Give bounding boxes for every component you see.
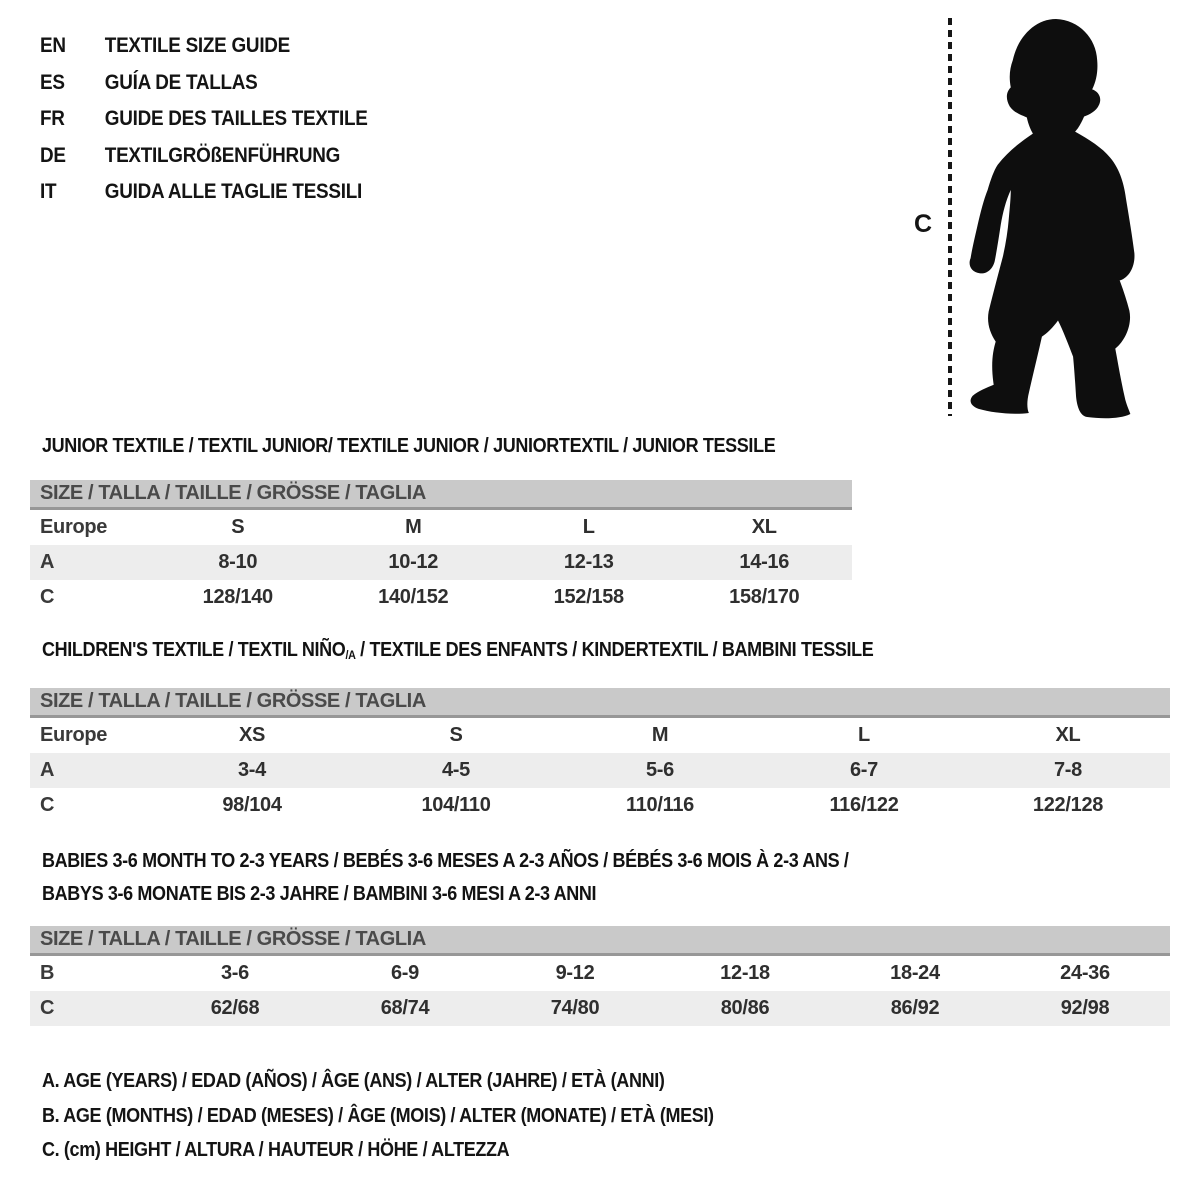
babies-section-title bbox=[42, 845, 849, 911]
size-value-cell: M bbox=[651, 724, 669, 746]
size-value-cell: 104/110 bbox=[421, 794, 491, 816]
table-row bbox=[30, 753, 1170, 788]
legend-line-a: A. AGE (YEARS) / EDAD (AÑOS) / ÂGE (ANS) / ALTER (JAHRE) / ETÀ (ANNI) bbox=[42, 1070, 665, 1092]
size-value-cell: 14-16 bbox=[739, 551, 790, 573]
size-value-cell: 5-6 bbox=[645, 759, 674, 781]
size-value-cell: XS bbox=[238, 724, 266, 746]
table-row bbox=[30, 718, 1170, 753]
table-row bbox=[30, 956, 1170, 991]
guide-title-it: GUIDA ALLE TAGLIE TESSILI bbox=[104, 180, 362, 203]
size-value-cell: 110/116 bbox=[626, 794, 694, 816]
language-code: ES bbox=[40, 70, 65, 94]
size-value-cell: 4-5 bbox=[441, 759, 470, 781]
size-value-cell: L bbox=[582, 516, 595, 538]
language-row bbox=[40, 174, 368, 211]
size-value-cell: 9-12 bbox=[555, 962, 595, 984]
guide-title-de: TEXTILGRÖßENFÜHRUNG bbox=[104, 143, 341, 167]
babies-title-line1: BABIES 3-6 MONTH TO 2-3 YEARS / BEBÉS 3-6 MESES A 2-3 AÑOS / BÉBÉS 3-6 MOIS À 2-3 ANS / bbox=[42, 850, 849, 872]
table-row bbox=[30, 788, 1170, 823]
size-value-cell: 80/86 bbox=[720, 997, 770, 1019]
size-value-cell: S bbox=[449, 724, 463, 746]
size-value-cell: 68/74 bbox=[380, 997, 430, 1019]
size-value-cell: 62/68 bbox=[210, 997, 260, 1019]
legend-line-c: C. (cm) HEIGHT / ALTURA / HAUTEUR / HÖHE / ALTEZZA bbox=[42, 1139, 510, 1161]
table-row bbox=[30, 991, 1170, 1026]
size-value-cell: L bbox=[858, 724, 870, 746]
row-label: C bbox=[40, 794, 55, 816]
size-value-cell: 24-36 bbox=[1060, 962, 1110, 984]
row-label: A bbox=[40, 759, 55, 781]
table-row bbox=[30, 580, 852, 615]
height-measure-line bbox=[948, 18, 952, 416]
toddler-silhouette-icon bbox=[962, 13, 1154, 425]
size-value-cell: M bbox=[405, 516, 422, 538]
row-label: Europe bbox=[40, 724, 108, 746]
size-value-cell: 86/92 bbox=[890, 997, 940, 1019]
size-header-band: SIZE / TALLA / TAILLE / GRÖSSE / TAGLIA bbox=[30, 480, 852, 510]
row-label: C bbox=[40, 997, 55, 1019]
size-value-cell: 6-9 bbox=[390, 962, 419, 984]
row-label: A bbox=[40, 551, 55, 573]
measurement-legend bbox=[42, 1064, 714, 1168]
children-title-suffix: / TEXTILE DES ENFANTS / KINDERTEXTIL / BAMBINI TESSILE bbox=[355, 639, 874, 661]
babies-title-line2: BABYS 3-6 MONATE BIS 2-3 JAHRE / BAMBINI 3-6 MESI A 2-3 ANNI bbox=[42, 883, 597, 905]
size-value-cell: XL bbox=[751, 516, 777, 538]
language-row bbox=[40, 138, 368, 175]
size-value-cell: 12-18 bbox=[720, 962, 770, 984]
guide-title-fr: GUIDE DES TAILLES TEXTILE bbox=[104, 107, 368, 130]
row-label: Europe bbox=[40, 516, 108, 538]
size-value-cell: 116/122 bbox=[829, 794, 899, 816]
size-value-cell: 8-10 bbox=[218, 551, 258, 573]
children-title-subscript: /A bbox=[345, 648, 356, 662]
size-value-cell: 6-7 bbox=[849, 759, 878, 781]
babies-size-table bbox=[30, 926, 1170, 1026]
row-label: C bbox=[40, 586, 55, 608]
size-value-cell: 128/140 bbox=[202, 586, 273, 608]
table-row bbox=[30, 545, 852, 580]
size-value-cell: 74/80 bbox=[550, 997, 600, 1019]
table-row bbox=[30, 510, 852, 545]
size-value-cell: 122/128 bbox=[1032, 794, 1104, 816]
junior-size-table bbox=[30, 480, 852, 615]
size-value-cell: S bbox=[231, 516, 245, 538]
size-value-cell: 18-24 bbox=[890, 962, 940, 984]
guide-title-en: TEXTILE SIZE GUIDE bbox=[104, 34, 291, 57]
legend-line-b: B. AGE (MONTHS) / EDAD (MESES) / ÂGE (MOIS) / ALTER (MONATE) / ETÀ (MESI) bbox=[42, 1104, 714, 1127]
height-measure-label: C bbox=[914, 210, 933, 238]
language-code: FR bbox=[40, 107, 65, 130]
row-label: B bbox=[40, 962, 55, 984]
size-value-cell: 12-13 bbox=[563, 551, 614, 573]
guide-title-es: GUÍA DE TALLAS bbox=[104, 70, 258, 94]
size-value-cell: XL bbox=[1055, 724, 1081, 746]
size-value-cell: 3-4 bbox=[237, 759, 266, 781]
children-size-table bbox=[30, 688, 1170, 823]
size-value-cell: 140/152 bbox=[378, 586, 449, 608]
size-value-cell: 152/158 bbox=[553, 586, 624, 608]
language-code: IT bbox=[40, 180, 57, 203]
children-section-title bbox=[42, 639, 873, 662]
size-value-cell: 7-8 bbox=[1053, 759, 1082, 781]
junior-section-title: JUNIOR TEXTILE / TEXTIL JUNIOR/ TEXTILE JUNIOR / JUNIORTEXTIL / JUNIOR TESSILE bbox=[42, 435, 776, 457]
size-value-cell: 92/98 bbox=[1060, 997, 1110, 1019]
children-title-prefix: CHILDREN'S TEXTILE / TEXTIL NIÑO bbox=[42, 639, 346, 661]
size-header-band: SIZE / TALLA / TAILLE / GRÖSSE / TAGLIA bbox=[30, 688, 1170, 718]
language-row bbox=[40, 28, 368, 65]
language-title-list bbox=[40, 28, 368, 211]
language-row bbox=[40, 101, 368, 138]
size-header-band: SIZE / TALLA / TAILLE / GRÖSSE / TAGLIA bbox=[30, 926, 1170, 956]
language-code: DE bbox=[40, 143, 66, 167]
language-code: EN bbox=[40, 34, 66, 57]
size-value-cell: 98/104 bbox=[222, 794, 282, 816]
size-value-cell: 3-6 bbox=[220, 962, 249, 984]
language-row bbox=[40, 65, 368, 102]
size-value-cell: 10-12 bbox=[388, 551, 439, 573]
size-value-cell: 158/170 bbox=[729, 586, 800, 608]
